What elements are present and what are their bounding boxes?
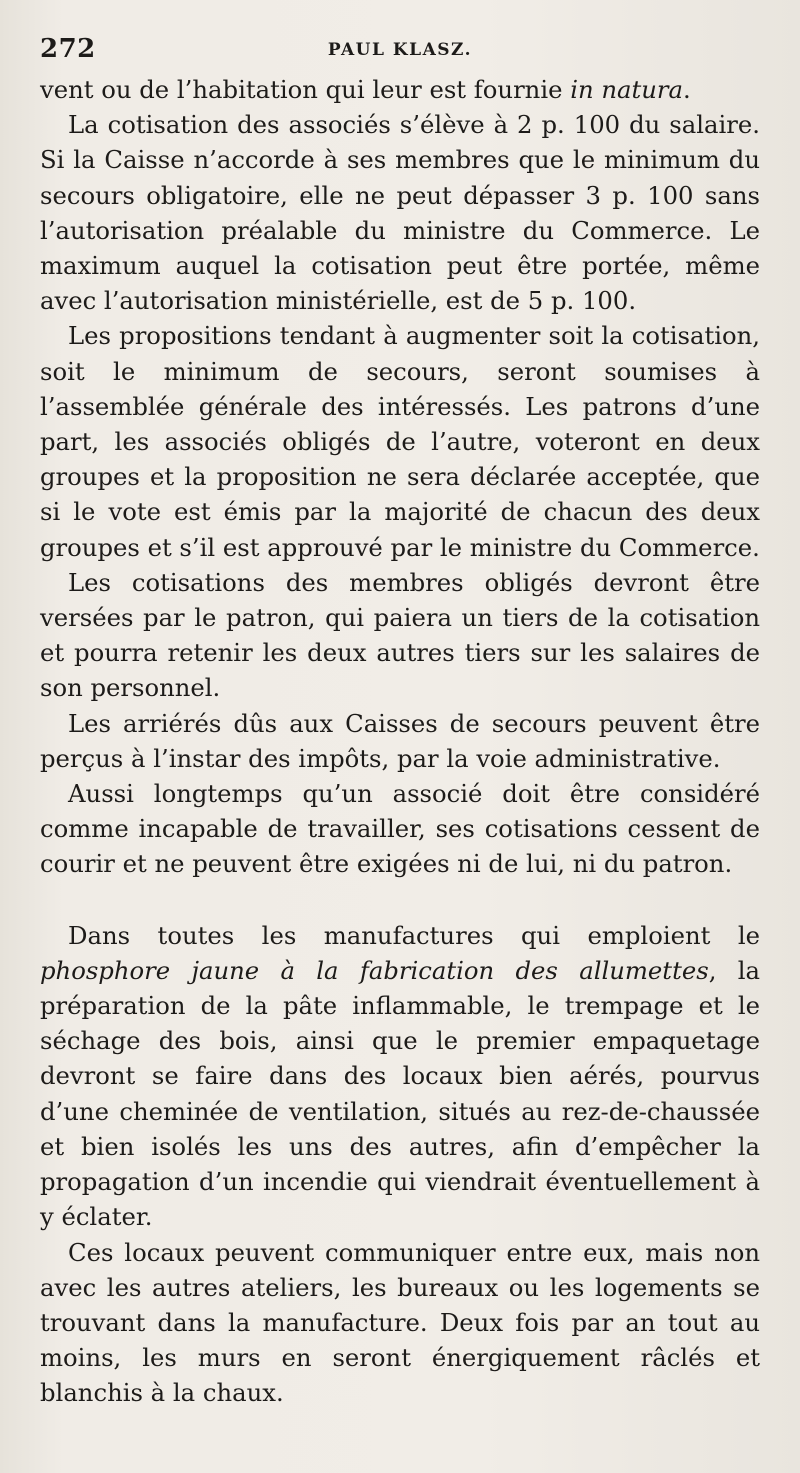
- paragraph-locaux: Ces locaux peuvent communiquer entre eux, mais non avec les autres ateliers, les bureaux ou les logements se trouvant dans la manufacture. Deux fois par an tout au moins, les murs en seront énergiquement râclés et blanchis à la chaux.: [40, 1237, 760, 1408]
- p7-text-before: Dans toutes les manufactures qui emploient le: [68, 920, 760, 950]
- paragraph-versement: Les cotisations des membres obligés devront être versées par le patron, qui paiera un tiers de la cotisation et pourra retenir les deux autres tiers sur les salaires de son personnel.: [40, 567, 760, 703]
- paragraph-incapacite: Aussi longtemps qu’un associé doit être considéré comme incapable de travailler, ses cotisations cessent de courir et ne peuvent être exigées ni de lui, ni du patron.: [40, 779, 760, 879]
- p7-italic-b: jaune à la fabrication des allumettes: [191, 955, 709, 985]
- p7-text-after: , la préparation de la pâte inflammable, le trempage et le séchage des bois, ainsi que le premier empaquetage devront se faire dans des locaux bien aérés, pourvus d’une cheminée de ventilation, situés au rez-de-chaussée et bien isolés les uns des autres, afin d’empêcher la propagation d’un incendie qui viendrait éventuellement à y éclater.: [40, 955, 760, 1232]
- paragraph-arrieres: Les arriérés dûs aux Caisses de secours peuvent être perçus à l’instar des impôts, par la voie administrative.: [40, 708, 760, 773]
- paragraph-phosphore: [40, 918, 760, 1235]
- p1-text: vent ou de l’habitation qui leur est fournie: [40, 75, 571, 104]
- page-header: [40, 34, 760, 68]
- p1-end: .: [683, 75, 691, 104]
- paragraph-cotisation: La cotisation des associés s’élève à 2 p. 100 du salaire. Si la Caisse n’accorde à ses membres que le minimum du secours obligatoire, elle ne peut dépasser 3 p. 100 sans l’autorisation préalable du ministre du Commerce. Le maximum auquel la cotisation peut être portée, même avec l’autorisation ministérielle, est de 5 p. 100.: [40, 110, 760, 316]
- body-text: [40, 72, 760, 1411]
- p1-italic: in natura: [570, 75, 683, 104]
- page-number: 272: [40, 34, 96, 64]
- p7-italic-a: phosphore: [40, 955, 171, 985]
- paragraph-propositions: Les propositions tendant à augmenter soit la cotisation, soit le minimum de secours, seront soumises à l’assemblée générale des intéressés. Les patrons d’une part, les associés obligés de l’autre, voteront en deux groupes et la proposition ne sera déclarée acceptée, que si le vote est émis par la majorité de chacun des deux groupes et s’il est approuvé par le ministre du Commerce.: [40, 321, 760, 562]
- paragraph-continuation: [40, 72, 760, 107]
- running-head: PAUL KLASZ.: [327, 40, 473, 60]
